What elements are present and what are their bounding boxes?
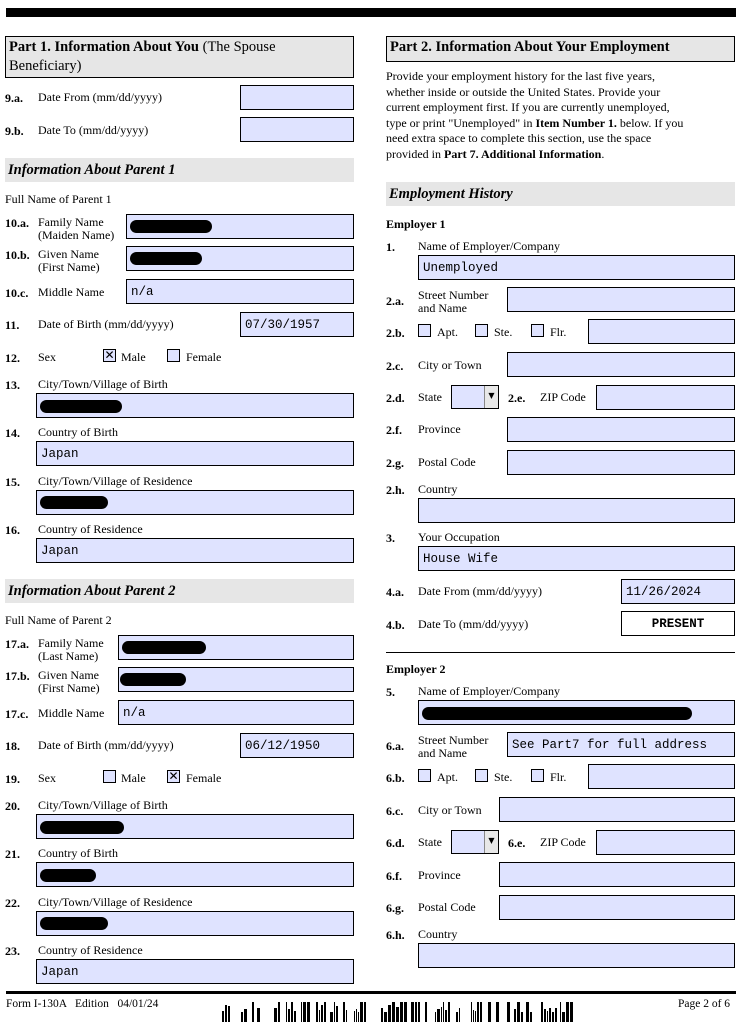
item-number: 13. [5,378,20,392]
item-number: 10.c. [5,286,29,300]
instruction-text: type or print "Unemployed" in [386,115,536,130]
field-label: Family Name [38,215,104,229]
redaction-mark [40,496,108,509]
item-number: 9.b. [5,124,24,138]
employer2-flr-checkbox[interactable] [531,769,544,782]
employer1-city-field[interactable] [507,352,735,377]
item-number: 17.c. [5,707,29,721]
field-label: Province [418,422,461,436]
field-label: Name of Employer/Company [418,239,560,253]
employer1-ste-checkbox[interactable] [475,324,488,337]
item-number: 2.f. [386,423,402,437]
top-rule [6,8,736,17]
divider [386,652,735,653]
item-number: 19. [5,772,20,786]
redaction-mark [40,917,108,930]
checkbox-label: Apt. [437,325,458,339]
checkbox-label: Male [121,771,146,785]
item-number: 6.d. [386,836,405,850]
instruction-text: provided in [386,146,444,161]
item-number: 22. [5,896,20,910]
instruction-ref: Item Number 1. [535,115,617,130]
field-label: City/Town/Village of Residence [38,474,193,488]
field-label: (Last Name) [38,649,99,663]
field-label: Province [418,868,461,882]
item-number: 2.e. [508,391,526,405]
instruction-line: current employment first. If you are currently unemployed, [386,100,670,114]
item-number: 6.c. [386,804,404,818]
item-number: 4.a. [386,585,404,599]
parent2-female-checkbox[interactable]: ✕ [168,769,179,783]
item-number: 16. [5,523,20,537]
parent1-male-checkbox[interactable]: ✕ [104,348,115,362]
field-label: Sex [38,771,56,785]
employer2-province-field[interactable] [499,862,735,887]
instruction-text: . [601,146,605,161]
field-label: City/Town/Village of Residence [38,895,193,909]
item-number: 6.b. [386,771,405,785]
employer1-apt-checkbox[interactable] [418,324,431,337]
employer1-unit-number-field[interactable] [588,319,735,344]
redaction-mark [130,252,202,265]
field-label: Country of Residence [38,522,143,536]
checkbox-label: Apt. [437,770,458,784]
field-label: Country of Residence [38,943,143,957]
instruction-line [386,116,738,132]
parent2-family-name-field[interactable] [118,635,354,660]
field-label: Country [418,927,458,941]
field-label: Street Number [418,733,489,747]
item-number: 14. [5,426,20,440]
field-label: Street Number [418,288,489,302]
field-label: City/Town/Village of Birth [38,798,168,812]
parent1-given-name-field[interactable] [126,246,354,271]
item-number: 11. [5,318,20,332]
employer1-date-to-field[interactable]: PRESENT [621,611,735,636]
employer2-city-field[interactable] [499,797,735,822]
field-label: Given Name [38,668,99,682]
item-number: 2.b. [386,326,405,340]
barcode [222,1002,576,1022]
checkbox-label: Flr. [550,770,567,784]
item-number: 20. [5,799,20,813]
employer2-country-field[interactable] [418,943,735,968]
item-number: 10.a. [5,216,29,230]
employer2-postal-code-field[interactable] [499,895,735,920]
field-label: Country of Birth [38,846,118,860]
chevron-down-icon[interactable]: ▼ [484,831,498,853]
employer1-date-from-field[interactable]: 11/26/2024 [621,579,735,604]
field-label: Name of Employer/Company [418,684,560,698]
field-label: (First Name) [38,681,100,695]
field-label: and Name [418,746,467,760]
part2-instructions [386,69,738,162]
field-label: Date To (mm/dd/yyyy) [38,123,149,137]
item-number: 4.b. [386,618,405,632]
part1-title: Part 1. Information About You [9,39,199,55]
employer1-province-field[interactable] [507,417,735,442]
parent1-full-name-label: Full Name of Parent 1 [5,192,112,206]
footer-rule [6,991,736,994]
employer1-state-select[interactable] [451,385,499,409]
chevron-down-icon[interactable]: ▼ [484,386,498,408]
field-label: Country of Birth [38,425,118,439]
parent2-country-of-birth-field[interactable] [36,862,354,887]
redaction-mark [120,673,186,686]
field-label: Family Name [38,636,104,650]
item-number: 15. [5,475,20,489]
item-number: 2.h. [386,483,405,497]
redaction-mark [422,707,692,720]
employer1-name-field[interactable]: Unemployed [418,255,735,280]
field-label: Postal Code [418,455,476,469]
field-label: Date of Birth (mm/dd/yyyy) [38,317,174,331]
field-label: Date To (mm/dd/yyyy) [418,617,529,631]
item-number: 5. [386,685,395,699]
item-number: 12. [5,351,20,365]
field-label: ZIP Code [540,835,586,849]
parent2-dob-field[interactable]: 06/12/1950 [240,733,354,758]
date-from-field[interactable] [240,85,354,110]
item-number: 18. [5,739,20,753]
parent2-city-of-residence-field[interactable] [36,911,354,936]
item-number: 1. [386,240,395,254]
field-label: City or Town [418,358,482,372]
item-number: 10.b. [5,248,30,262]
employer2-heading: Employer 2 [386,662,446,676]
employer2-name-field[interactable] [418,700,735,725]
field-label: City or Town [418,803,482,817]
parent2-male-checkbox[interactable] [103,770,116,783]
parent1-family-name-field[interactable] [126,214,354,239]
employer1-postal-code-field[interactable] [507,450,735,475]
part2-header: Part 2. Information About Your Employment [386,36,735,62]
field-label: Country [418,482,458,496]
parent2-city-of-birth-field[interactable] [36,814,354,839]
employer1-zip-field[interactable] [596,385,735,410]
parent2-given-name-field[interactable] [118,667,354,692]
parent1-middle-name-field[interactable]: n/a [126,279,354,304]
field-label: Middle Name [38,706,105,720]
item-number: 21. [5,847,20,861]
item-number: 6.a. [386,739,404,753]
checkbox-label: Ste. [494,325,513,339]
employer2-street-field[interactable]: See Part7 for full address [507,732,735,757]
employer1-heading: Employer 1 [386,217,446,231]
field-label: (First Name) [38,260,100,274]
item-number: 17.a. [5,637,29,651]
redaction-mark [122,641,206,654]
item-number: 23. [5,944,20,958]
parent2-middle-name-field[interactable]: n/a [118,700,354,725]
checkbox-label: Female [186,350,222,364]
field-label: Given Name [38,247,99,261]
employer2-zip-field[interactable] [596,830,735,855]
instruction-line: need extra space to complete this section, use the space [386,131,652,145]
checkbox-label: Male [121,350,146,364]
parent1-section-title: Information About Parent 1 [5,158,354,182]
employer2-state-select[interactable] [451,830,499,854]
field-label: and Name [418,301,467,315]
employment-history-title: Employment History [386,182,735,206]
parent2-full-name-label: Full Name of Parent 2 [5,613,112,627]
field-label: Your Occupation [418,530,500,544]
item-number: 2.g. [386,456,404,470]
field-label: (Maiden Name) [38,228,115,242]
redaction-mark [40,821,124,834]
checkbox-label: Flr. [550,325,567,339]
item-number: 2.d. [386,391,405,405]
item-number: 17.b. [5,669,30,683]
item-number: 6.h. [386,928,405,942]
field-label: Sex [38,350,56,364]
item-number: 9.a. [5,91,23,105]
parent1-city-of-residence-field[interactable] [36,490,354,515]
employer1-country-field[interactable] [418,498,735,523]
form-edition: Form I-130A Edition 04/01/24 [6,998,159,1010]
part1-title-note: (The Spouse Beneficiary) [9,39,276,74]
item-number: 2.c. [386,359,404,373]
instruction-line: whether inside or outside the United States. Provide your [386,84,661,99]
instruction-line: Provide your employment history for the last five years, [386,69,655,83]
page-number: Page 2 of 6 [678,998,731,1010]
item-number: 3. [386,531,395,545]
employer2-ste-checkbox[interactable] [475,769,488,782]
item-number: 6.g. [386,901,404,915]
field-label: ZIP Code [540,390,586,404]
employer1-street-field[interactable] [507,287,735,312]
item-number: 6.e. [508,836,526,850]
redaction-mark [40,400,122,413]
employer2-apt-checkbox[interactable] [418,769,431,782]
parent2-section-title: Information About Parent 2 [5,579,354,603]
redaction-mark [130,220,212,233]
checkbox-label: Female [186,771,222,785]
item-number: 6.f. [386,869,402,883]
checkbox-label: Ste. [494,770,513,784]
field-label: State [418,390,442,404]
employer1-occupation-field[interactable]: House Wife [418,546,735,571]
field-label: State [418,835,442,849]
field-label: Postal Code [418,900,476,914]
instruction-text: below. If you [616,115,684,130]
field-label: Date From (mm/dd/yyyy) [38,90,162,104]
date-to-field[interactable] [240,117,354,142]
field-label: Date of Birth (mm/dd/yyyy) [38,738,174,752]
part1-header [5,36,354,78]
item-number: 2.a. [386,294,404,308]
employer1-flr-checkbox[interactable] [531,324,544,337]
parent1-dob-field[interactable]: 07/30/1957 [240,312,354,337]
parent2-country-of-residence-field[interactable]: Japan [36,959,354,984]
field-label: Middle Name [38,285,105,299]
instruction-line [386,147,738,163]
employer2-unit-number-field[interactable] [588,764,735,789]
parent1-female-checkbox[interactable] [167,349,180,362]
parent1-country-of-residence-field[interactable]: Japan [36,538,354,563]
field-label: Date From (mm/dd/yyyy) [418,584,542,598]
parent1-country-of-birth-field[interactable]: Japan [36,441,354,466]
redaction-mark [40,869,96,882]
parent1-city-of-birth-field[interactable] [36,393,354,418]
instruction-ref: Part 7. Additional Information [444,146,602,161]
field-label: City/Town/Village of Birth [38,377,168,391]
